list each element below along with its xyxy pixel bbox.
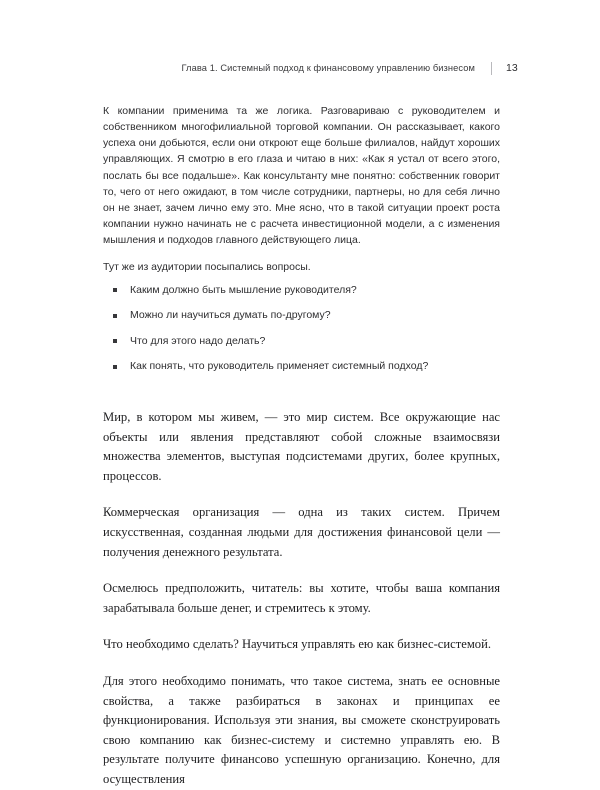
paragraph-reader-assumption: Осмелюсь предположить, читатель: вы хотите, чтобы ваша компания зарабатывала больше денег, и стремитесь к этому.: [103, 581, 500, 615]
list-item: [103, 359, 500, 374]
square-bullet-icon: [113, 314, 117, 318]
sans-serif-section: [103, 103, 500, 374]
list-item-label: Можно ли научиться думать по-другому?: [130, 309, 331, 322]
header-separator-rule: [491, 62, 492, 75]
list-item: [103, 308, 500, 323]
list-item: [103, 283, 500, 298]
paragraph-commercial-organization: Коммерческая организация — одна из таких систем. Причем искусственная, созданная людьми для достижения финансовой цели — получения денежного результата.: [103, 505, 500, 559]
text-column: [103, 103, 500, 790]
list-item: [103, 334, 500, 349]
list-item-label: Как понять, что руководитель применяет системный подход?: [130, 360, 429, 373]
paragraph-system-knowledge: Для этого необходимо понимать, что такое система, знать ее основные свойства, а также разбираться в законах и принципах ее функционирования. Используя эти знания, вы сможете сконструировать свою компанию как бизнес-систему и системно управлять ею. В результате получите финансово успешную организацию. Конечно, для осуществления: [103, 674, 500, 786]
square-bullet-icon: [113, 365, 117, 369]
paragraph-world-of-systems: Мир, в котором мы живем, — это мир систем. Все окружающие нас объекты или явления представляют собой сложные взаимосвязи множества элементов, выступая подсистемами других, более крупных, процессов.: [103, 410, 500, 483]
running-header: [100, 58, 522, 78]
list-item-label: Что для этого надо делать?: [130, 334, 266, 347]
paragraph-company-logic: К компании применима та же логика. Разговариваю с руководителем и собственником многофилиальной торговой компании. Он рассказывает, какого успеха они добьются, если они откроют еще больше филиалов, найдут хороших управляющих. Я смотрю в его глаза и читаю в них: «Как я устал от всего этого, послать бы все подальше». Как консультанту мне понятно: собственник говорит то, чего от него ожидают, в том числе сотрудники, партнеры, но для себя лично он не знает, зачем лично ему это. Мне ясно, что в такой ситуации проект роста компании нужно начинать не с расчета инвестиционной модели, а с изменения мышления и подходов главного действующего лица.: [103, 105, 500, 247]
paragraph-what-to-do: Что необходимо сделать? Научиться управлять ею как бизнес-системой.: [103, 637, 491, 652]
paragraph-audience-questions-lead: Тут же из аудитории посыпались вопросы.: [103, 261, 311, 274]
serif-section: [103, 408, 500, 790]
chapter-title: Глава 1. Системный подход к финансовому управлению бизнесом: [181, 63, 475, 73]
list-item-label: Каким должно быть мышление руководителя?: [130, 283, 357, 296]
page-number: 13: [506, 62, 518, 74]
square-bullet-icon: [113, 288, 117, 292]
question-list: [103, 283, 500, 375]
square-bullet-icon: [113, 339, 117, 343]
